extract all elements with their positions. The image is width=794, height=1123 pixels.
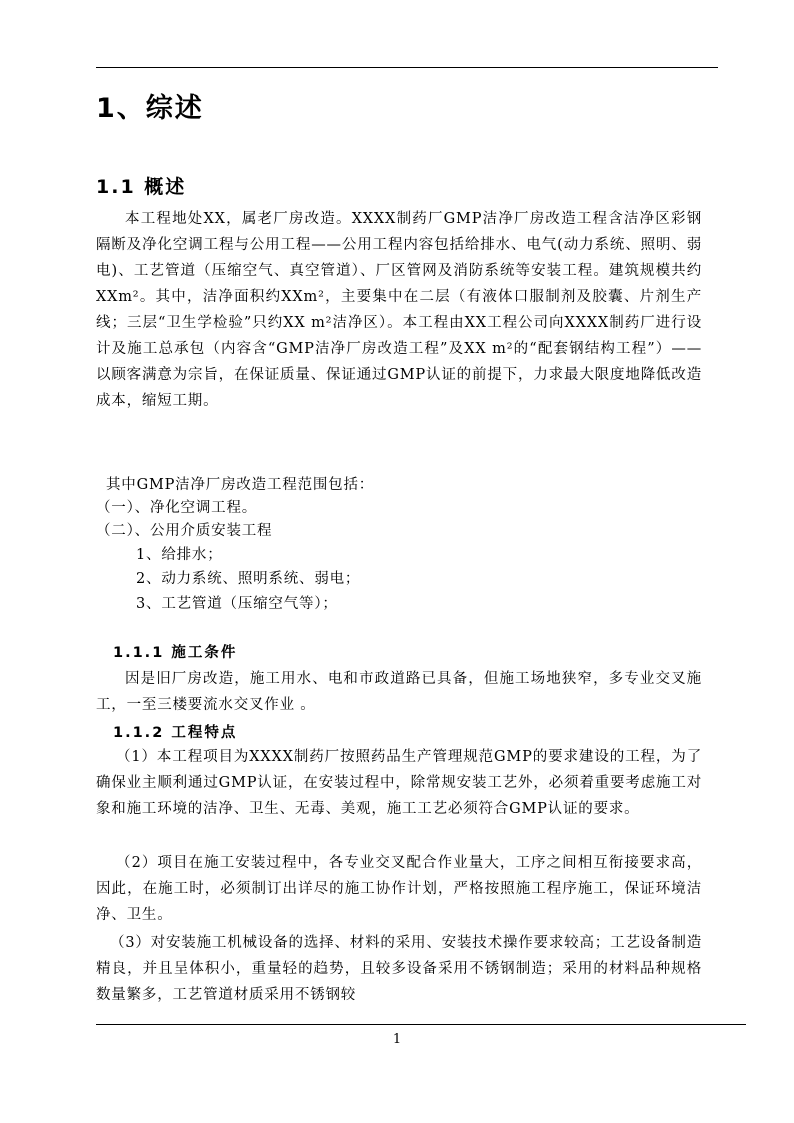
feature-paragraph-3: （3）对安装施工机械设备的选择、材料的采用、安装技术操作要求较高；工艺设备制造精良，并且呈体积小，重量轻的趋势，且较多设备采用不锈钢制造；采用的材料品种规格数量繁多，工艺管道材质采用不锈钢较 [96, 935, 702, 1003]
header-rule [96, 67, 718, 68]
section-heading-1-1-2: 1.1.2 工程特点 [113, 725, 238, 741]
scope-intro: 其中GMP洁净厂房改造工程范围包括： [106, 477, 375, 493]
overview-paragraph: 本工程地处XX，属老厂房改造。XXXX制药厂GMP洁净厂房改造工程含洁净区彩钢隔断及净化空调工程与公用工程——公用工程内容包括给排水、电气(动力系统、照明、弱电)、工艺管道（压缩空气、真空管道）、厂区管网及消防系统等安装工程。建筑规模共约XXm²。其中，洁净面积约XXm²，主要集中在二层（有液体口服制剂及胶囊、片剂生产线；三层“卫生学检验”只约XX m²洁净区）。本工程由XX工程公司向XXXX制药厂进行设计及施工总承包（内容含“GMP洁净厂房改造工程”及XX m²的“配套钢结构工程”）——以顾客满意为宗旨，在保证质量、保证通过GMP认证的前提下，力求最大限度地降低改造成本，缩短工期。 [96, 211, 702, 409]
scope-item-1: （一）、净化空调工程。 [96, 500, 258, 516]
feature-paragraph-1: （1）本工程项目为XXXX制药厂按照药品生产管理规范GMP的要求建设的工程，为了确保业主顺利通过GMP认证，在安装过程中，除常规安装工艺外，必须着重要考虑施工对象和施工环境的洁净、卫生、无毒、美观，施工工艺必须符合GMP认证的要求。 [96, 749, 702, 817]
footer-rule [96, 1024, 746, 1025]
section-heading-1-1: 1.1 概述 [96, 176, 187, 198]
section-heading-1-1-1: 1.1.1 施工条件 [113, 645, 238, 661]
construction-conditions-text: 因是旧厂房改造，施工用水、电和市政道路已具备，但施工场地狭窄，多专业交叉施工，一至三楼要流水交叉作业 。 [96, 671, 702, 713]
scope-item-2: （二）、公用介质安装工程 [96, 523, 273, 539]
feature-paragraph-2: （2）项目在施工安装过程中，各专业交叉配合作业量大，工序之间相互衔接要求高，因此，在施工时，必须制订出详尽的施工协作计划，严格按照施工程序施工，保证环境洁净、卫生。 [96, 855, 702, 923]
section-heading-1: 1、综述 [96, 93, 204, 124]
page-number: 1 [392, 1032, 402, 1047]
scope-subitem-3: 3、工艺管道（压缩空气等）； [136, 596, 338, 612]
scope-subitem-2: 2、动力系统、照明系统、弱电； [136, 571, 361, 587]
scope-subitem-1: 1、给排水； [136, 547, 223, 563]
